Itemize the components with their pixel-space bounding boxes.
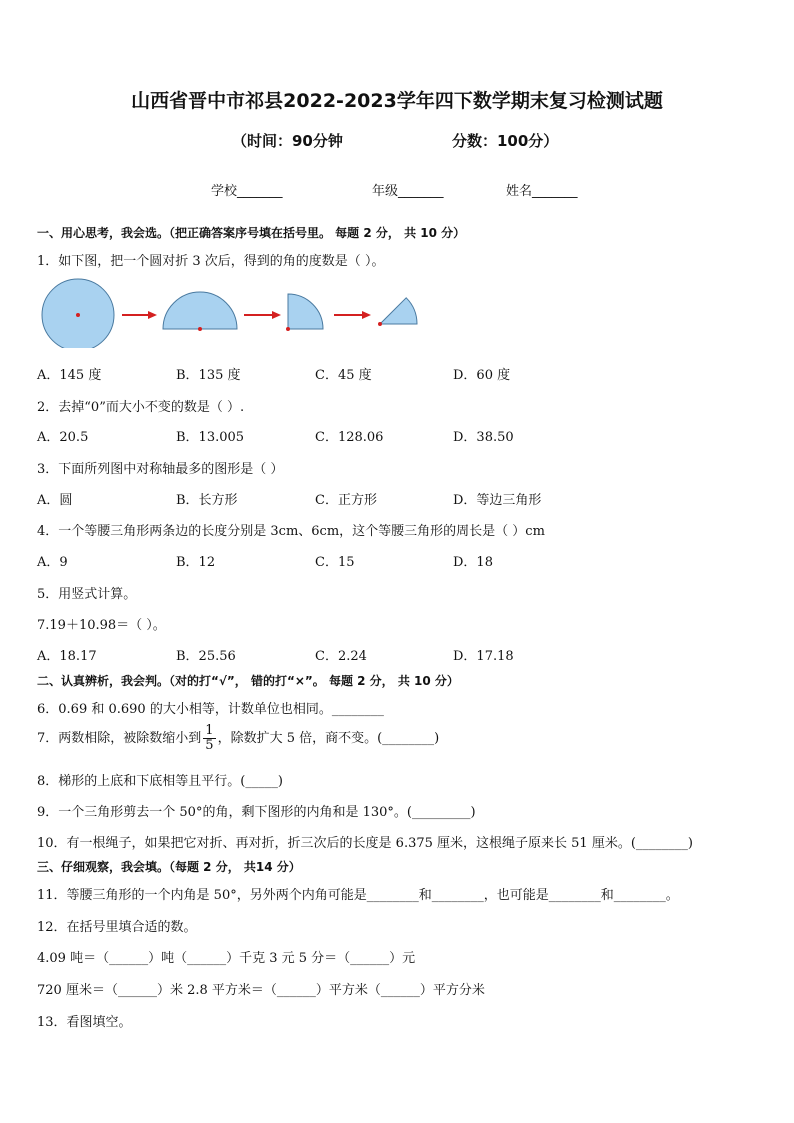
name-field[interactable]: 姓名_______ <box>506 184 578 199</box>
grade-field[interactable]: 年级_______ <box>372 184 444 199</box>
q4-option-a[interactable]: A．9 <box>37 555 68 570</box>
q3-option-a[interactable]: A．圆 <box>37 493 73 508</box>
q5-option-d[interactable]: D．17.18 <box>453 649 514 664</box>
q1-option-a[interactable]: A．145 度 <box>37 368 102 383</box>
question-10: 10．有一根绳子，如果把它对折、再对折，折三次后的长度是 6.375 厘米，这根绳子原来长 51 厘米。(________) <box>37 836 693 851</box>
fraction-one-fifth <box>203 724 215 753</box>
q3-option-b[interactable]: B．长方形 <box>176 493 238 508</box>
question-13: 13．看图填空。 <box>37 1015 132 1030</box>
eighth-circle-shape <box>380 298 417 324</box>
question-9: 9．一个三角形剪去一个 50°的角，剩下图形的内角和是 130°。(_________) <box>37 805 476 820</box>
q2-option-d[interactable]: D．38.50 <box>453 430 514 445</box>
question-12-part-b: 720 厘米＝（______）米 2.8 平方米＝（______）平方米（______）平方分米 <box>37 983 485 998</box>
question-3: 3．下面所列图中对称轴最多的图形是（ ） <box>37 462 284 477</box>
circle-center-dot <box>76 313 80 317</box>
q5-option-a[interactable]: A．18.17 <box>37 649 97 664</box>
question-4: 4．一个等腰三角形两条边的长度分别是 3cm、6cm，这个等腰三角形的周长是（ ）cm <box>37 524 545 539</box>
arrow-3-icon <box>334 311 371 319</box>
section-1-heading: 一、用心思考，我会选。（把正确答案序号填在括号里。 每题 2 分， 共 10 分） <box>37 226 466 240</box>
page-title: 山西省晋中市祁县2022-2023学年四下数学期末复习检测试题 <box>131 90 663 112</box>
question-6: 6．0.69 和 0.690 的大小相等，计数单位也相同。________ <box>37 702 384 717</box>
q1-option-b[interactable]: B．135 度 <box>176 368 241 383</box>
q3-option-d[interactable]: D．等边三角形 <box>453 493 542 508</box>
q4-option-b[interactable]: B．12 <box>176 555 216 570</box>
arrow-2-icon <box>244 311 281 319</box>
fold-circle-figure <box>36 278 426 348</box>
section-3-heading: 三、仔细观察，我会填。（每题 2 分， 共14 分） <box>37 860 301 874</box>
question-8: 8．梯形的上底和下底相等且平行。(_____) <box>37 774 283 789</box>
q5-option-b[interactable]: B．25.56 <box>176 649 236 664</box>
fraction-numerator: 1 <box>205 723 214 738</box>
time-label: （时间：90分钟 <box>232 132 343 150</box>
fraction-denominator: 5 <box>205 738 214 753</box>
school-field[interactable]: 学校_______ <box>211 184 283 199</box>
question-2: 2．去掉“0”而大小不变的数是（ ）. <box>37 400 245 415</box>
half-circle-shape <box>163 292 237 329</box>
score-label: 分数：100分） <box>452 132 559 150</box>
q2-option-a[interactable]: A．20.5 <box>37 430 89 445</box>
quarter-circle-shape <box>288 294 323 329</box>
question-7 <box>37 724 439 753</box>
q1-option-d[interactable]: D．60 度 <box>453 368 511 383</box>
question-5: 5．用竖式计算。 <box>37 587 137 602</box>
question-12: 12．在括号里填合适的数。 <box>37 920 197 935</box>
half-circle-center-dot <box>198 327 202 331</box>
question-12-part-a: 4.09 吨＝（______）吨（______）千克 3 元 5 分＝（______）元 <box>37 951 416 966</box>
arrow-1-icon <box>122 311 157 319</box>
quarter-circle-center-dot <box>286 327 290 331</box>
eighth-circle-center-dot <box>378 322 382 326</box>
section-2-heading: 二、认真辨析，我会判。（对的打“√”， 错的打“×”。 每题 2 分， 共 10 分） <box>37 674 459 688</box>
question-7-suffix: ，除数扩大 5 倍，商不变。(________) <box>217 731 440 746</box>
q4-option-c[interactable]: C．15 <box>315 555 355 570</box>
question-5-expression: 7.19＋10.98＝（ ）。 <box>37 618 166 633</box>
question-1: 1．如下图，把一个圆对折 3 次后，得到的角的度数是（ ）。 <box>37 254 385 269</box>
q4-option-d[interactable]: D．18 <box>453 555 493 570</box>
q3-option-c[interactable]: C．正方形 <box>315 493 377 508</box>
question-7-prefix: 7．两数相除，被除数缩小到 <box>37 731 202 746</box>
question-11: 11．等腰三角形的一个内角是 50°，另外两个内角可能是________和________，也可能是________和________。 <box>37 888 679 903</box>
q5-option-c[interactable]: C．2.24 <box>315 649 367 664</box>
q2-option-b[interactable]: B．13.005 <box>176 430 245 445</box>
q2-option-c[interactable]: C．128.06 <box>315 430 384 445</box>
q1-option-c[interactable]: C．45 度 <box>315 368 372 383</box>
